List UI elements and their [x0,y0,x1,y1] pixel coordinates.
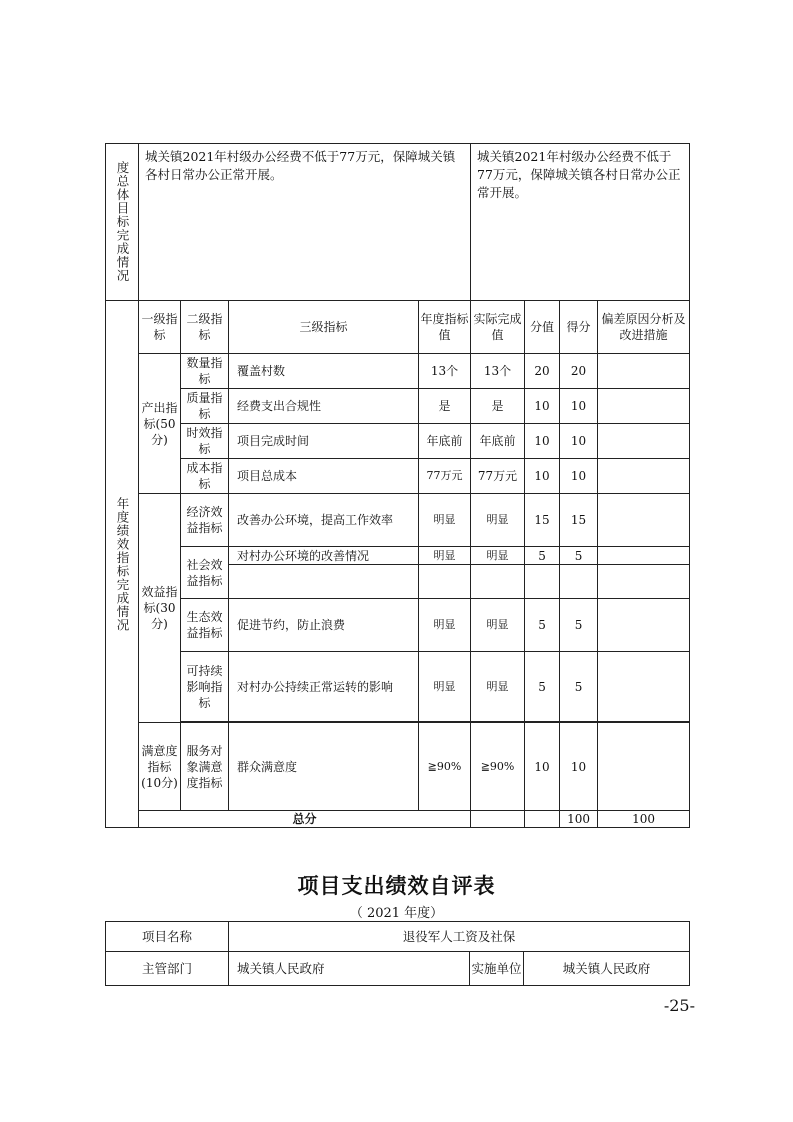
value-cell: 5 [525,547,560,565]
actual-cell: 13个 [471,354,525,389]
total-label: 总分 [139,811,471,828]
page-title: 项目支出绩效自评表 [297,873,496,898]
level3-cell: 项目完成时间 [229,424,419,459]
header-actual: 实际完成值 [471,301,525,354]
score-cell: 5 [560,652,598,722]
empty-cell [560,565,598,599]
level3-cell: 群众满意度 [229,723,419,811]
level2-cell: 成本指标 [181,459,229,494]
score-cell: 10 [560,424,598,459]
total-score: 100 [598,811,690,828]
header-level2: 二级指标 [181,301,229,354]
goal-label: 度总体目标完成情况 [106,144,139,301]
value-cell: 5 [525,599,560,652]
deviation-cell [598,424,690,459]
total-value: 100 [560,811,598,828]
project-name-value: 退役军人工资及社保 [229,922,690,952]
unit-label: 实施单位 [470,952,524,986]
level3-cell: 经费支出合规性 [229,389,419,424]
score-cell: 5 [560,599,598,652]
header-level3: 三级指标 [229,301,419,354]
level2-cell: 质量指标 [181,389,229,424]
header-target: 年度指标值 [419,301,471,354]
unit-value: 城关镇人民政府 [524,952,690,986]
deviation-cell [598,494,690,547]
score-cell: 20 [560,354,598,389]
target-cell: ≧90% [419,723,471,811]
total-target [471,811,525,828]
score-cell: 15 [560,494,598,547]
level3-cell: 项目总成本 [229,459,419,494]
actual-cell: 明显 [471,494,525,547]
score-cell: 10 [560,723,598,811]
target-cell: 明显 [419,494,471,547]
actual-cell: 明显 [471,652,525,722]
value-cell: 5 [525,652,560,722]
level2-cell: 社会效益指标 [181,547,229,599]
actual-cell: 年底前 [471,424,525,459]
level2-cell: 数量指标 [181,354,229,389]
group-benefit: 效益指标(30分) [139,494,181,723]
level3-cell: 促进节约，防止浪费 [229,599,419,652]
goal-planned: 城关镇2021年村级办公经费不低于77万元，保障城关镇各村日常办公正常开展。 [139,144,471,301]
project-info-table [105,921,690,986]
value-cell: 10 [525,389,560,424]
performance-table [105,143,690,828]
score-cell: 10 [560,459,598,494]
target-cell: 明显 [419,547,471,565]
deviation-cell [598,652,690,722]
deviation-cell [598,599,690,652]
target-cell: 明显 [419,599,471,652]
value-cell: 10 [525,424,560,459]
target-cell: 77万元 [419,459,471,494]
level2-cell: 经济效益指标 [181,494,229,547]
empty-cell [598,565,690,599]
perf-label: 年度绩效指标完成情况 [106,301,139,828]
goal-actual: 城关镇2021年村级办公经费不低于77万元，保障城关镇各村日常办公正常开展。 [471,144,690,301]
target-cell: 13个 [419,354,471,389]
project-name-label: 项目名称 [106,922,229,952]
target-cell: 年底前 [419,424,471,459]
level3-cell: 改善办公环境，提高工作效率 [229,494,419,547]
actual-cell: ≧90% [471,723,525,811]
target-cell: 是 [419,389,471,424]
actual-cell: 77万元 [471,459,525,494]
group-satisfaction: 满意度指标(10分) [139,723,181,811]
value-cell: 20 [525,354,560,389]
deviation-cell [598,723,690,811]
header-level1: 一级指标 [139,301,181,354]
deviation-cell [598,459,690,494]
header-score: 得分 [560,301,598,354]
value-cell: 15 [525,494,560,547]
target-cell: 明显 [419,652,471,722]
level3-cell: 覆盖村数 [229,354,419,389]
value-cell: 10 [525,723,560,811]
actual-cell: 是 [471,389,525,424]
value-cell: 10 [525,459,560,494]
empty-cell [525,565,560,599]
group-output: 产出指标(50分) [139,354,181,494]
page-number: -25- [663,996,695,1015]
header-score-value: 分值 [525,301,560,354]
actual-cell: 明显 [471,547,525,565]
level2-cell: 服务对象满意度指标 [181,723,229,811]
level2-cell: 时效指标 [181,424,229,459]
dept-label: 主管部门 [106,952,229,986]
score-cell: 10 [560,389,598,424]
actual-cell: 明显 [471,599,525,652]
deviation-cell [598,389,690,424]
empty-cell [471,565,525,599]
level2-cell: 生态效益指标 [181,599,229,652]
empty-cell [229,565,419,599]
dept-value: 城关镇人民政府 [229,952,470,986]
level3-cell: 对村办公持续正常运转的影响 [229,652,419,722]
score-cell: 5 [560,547,598,565]
empty-cell [419,565,471,599]
deviation-cell [598,354,690,389]
deviation-cell [598,547,690,565]
year-line: （ 2021 年度） [349,906,444,921]
total-actual [525,811,560,828]
header-deviation: 偏差原因分析及改进措施 [598,301,690,354]
level3-cell: 对村办公环境的改善情况 [229,547,419,565]
level2-cell: 可持续影响指标 [181,652,229,722]
